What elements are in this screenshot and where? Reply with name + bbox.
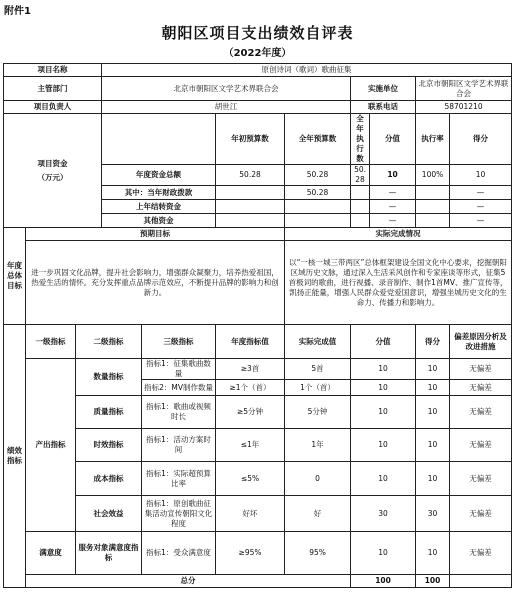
- funds-row-weight: 10: [370, 165, 416, 186]
- row-department: [4, 77, 512, 101]
- total-weight: 100: [351, 575, 416, 588]
- funds-row-executed: [351, 200, 370, 214]
- indicator-actual: 95%: [285, 532, 351, 575]
- funds-header-weight: 分值: [370, 114, 416, 165]
- indicator-row: [4, 429, 512, 462]
- page-title: 朝阳区项目支出绩效自评表: [161, 24, 354, 42]
- header-target: 年度指标值: [216, 325, 285, 359]
- indicator-deviation: 无偏差: [450, 532, 512, 575]
- project-name-value: 原创诗词（歌词）歌曲征集: [102, 64, 512, 77]
- row-funds-header: [4, 114, 512, 165]
- unit-label: 实施单位: [351, 77, 416, 101]
- indicator-level2: 质量指标: [76, 396, 142, 429]
- funds-row-initial: [216, 214, 285, 228]
- page-subtitle: （2022年度）: [223, 48, 292, 59]
- satisfaction-label: 满意度: [26, 532, 76, 575]
- leader-value: 胡世江: [102, 101, 351, 114]
- indicator-target: ≥95%: [216, 532, 285, 575]
- indicator-weight: 10: [351, 532, 416, 575]
- evaluation-table: [3, 63, 512, 588]
- unit-value: 北京市朝阳区文学艺术界联合会: [416, 77, 512, 101]
- indicator-score: 10: [416, 359, 450, 380]
- header-deviation: 偏差原因分析及改进措施: [450, 325, 512, 359]
- funds-header-score: 得分: [450, 114, 512, 165]
- funds-row-annual: [285, 214, 351, 228]
- funds-row-annual: 50.28: [285, 165, 351, 186]
- funds-row-rate: [416, 214, 450, 228]
- funds-row-score: —: [450, 186, 512, 200]
- indicator-level2: 时效指标: [76, 429, 142, 462]
- indicator-weight: 10: [351, 462, 416, 496]
- indicator-level3: 指标1：歌曲或视频时长: [142, 396, 216, 429]
- indicator-actual: 1年: [285, 429, 351, 462]
- indicator-level2: 服务对象满意度指标: [76, 532, 142, 575]
- funds-label-line2: （万元）: [37, 172, 68, 182]
- indicator-actual: 0: [285, 462, 351, 496]
- indicator-actual: 5分钟: [285, 396, 351, 429]
- indicator-row: [4, 359, 512, 380]
- indicator-score: 10: [416, 462, 450, 496]
- goals-actual-header: 实际完成情况: [285, 228, 512, 241]
- funds-row-rate: [416, 200, 450, 214]
- indicator-deviation: 无偏差: [450, 429, 512, 462]
- indicator-actual: 好: [285, 496, 351, 532]
- indicator-level3: 指标1：受众满意度: [142, 532, 216, 575]
- funds-section-label: [4, 114, 102, 228]
- indicator-deviation: 无偏差: [450, 462, 512, 496]
- indicator-level2: 社会效益: [76, 496, 142, 532]
- indicator-target: ≤5%: [216, 462, 285, 496]
- funds-label-line1: 项目资金: [37, 158, 68, 168]
- funds-row-rate: 100%: [416, 165, 450, 186]
- funds-row-executed: 50.28: [351, 165, 370, 186]
- funds-row-label: 其中：当年财政拨款: [102, 186, 216, 200]
- funds-row-weight: —: [370, 186, 416, 200]
- indicator-row: [4, 462, 512, 496]
- indicator-score: 10: [416, 380, 450, 396]
- funds-row-score: 10: [450, 165, 512, 186]
- row-goals-content: [4, 241, 512, 325]
- indicator-score: 30: [416, 496, 450, 532]
- funds-row-rate: [416, 186, 450, 200]
- indicator-actual: 5首: [285, 359, 351, 380]
- goals-section-label: 年度总体目标: [4, 228, 26, 325]
- department-value: 北京市朝阳区文学艺术界联合会: [102, 77, 351, 101]
- header-weight: 分值: [351, 325, 416, 359]
- funds-header-rate: 执行率: [416, 114, 450, 165]
- indicator-row: [4, 396, 512, 429]
- row-indicators-header: [4, 325, 512, 359]
- goals-actual-text: 以“一核一城三带两区”总体框架建设全国文化中心要求，挖掘朝阳区域历史文脉，通过深入生活采风创作和专家座谈等形式，征集5首极词的歌曲，进行视播、录音制作、制作1首MV、推广宣传等，凯扬正能量，增强人民群众爱党爱国意识，增强坐城历史文化的生命力、传播力和影响力。: [285, 241, 512, 325]
- indicator-target: ≥5分钟: [216, 396, 285, 429]
- funds-row-label: 上年结转资金: [102, 200, 216, 214]
- indicator-level3: 指标1：活动方案时间: [142, 429, 216, 462]
- indicator-target: 好坏: [216, 496, 285, 532]
- funds-row-label: 其他资金: [102, 214, 216, 228]
- attachment-label: 附件1: [4, 6, 31, 17]
- total-score: 100: [416, 575, 450, 588]
- phone-value: 58701210: [416, 101, 512, 114]
- project-name-label: 项目名称: [4, 64, 102, 77]
- header-level3: 三级指标: [142, 325, 216, 359]
- funds-row-score: —: [450, 214, 512, 228]
- indicator-weight: 10: [351, 380, 416, 396]
- row-goals-header: [4, 228, 512, 241]
- indicator-weight: 10: [351, 429, 416, 462]
- funds-row-initial: [216, 186, 285, 200]
- header-score: 得分: [416, 325, 450, 359]
- row-leader: [4, 101, 512, 114]
- department-label: 主管部门: [4, 77, 102, 101]
- row-total: [4, 575, 512, 588]
- indicator-deviation: 无偏差: [450, 380, 512, 396]
- funds-row-score: —: [450, 200, 512, 214]
- indicator-actual: 1个（首）: [285, 380, 351, 396]
- funds-row-executed: [351, 186, 370, 200]
- indicator-row: [4, 496, 512, 532]
- funds-row-annual: [285, 200, 351, 214]
- funds-row-annual: 50.28: [285, 186, 351, 200]
- indicator-level3: 指标2：MV制作数量: [142, 380, 216, 396]
- goals-expected-header: 预期目标: [26, 228, 285, 241]
- header-level2: 二级指标: [76, 325, 142, 359]
- indicator-deviation: 无偏差: [450, 396, 512, 429]
- indicator-row: [4, 532, 512, 575]
- indicator-level2: 成本指标: [76, 462, 142, 496]
- funds-row-initial: 50.28: [216, 165, 285, 186]
- indicator-score: 10: [416, 429, 450, 462]
- indicators-section-label: 绩效指标: [4, 325, 26, 588]
- indicator-weight: 10: [351, 396, 416, 429]
- phone-label: 联系电话: [351, 101, 416, 114]
- indicator-level2: 数量指标: [76, 359, 142, 396]
- funds-row-executed: [351, 214, 370, 228]
- funds-row-label: 年度资金总额: [102, 165, 216, 186]
- indicator-target: ≥1个（首）: [216, 380, 285, 396]
- leader-label: 项目负责人: [4, 101, 102, 114]
- indicator-deviation: 无偏差: [450, 359, 512, 380]
- total-label: 总分: [26, 575, 351, 588]
- header-level1: 一级指标: [26, 325, 76, 359]
- indicator-score: 10: [416, 396, 450, 429]
- indicator-level3: 指标1：实际超预算比率: [142, 462, 216, 496]
- funds-header-initial: 年初预算数: [216, 114, 285, 165]
- indicator-level3: 指标1：原创歌曲征集活动宣传朝阳文化程度: [142, 496, 216, 532]
- indicator-deviation: 无偏差: [450, 496, 512, 532]
- header-actual: 实际完成值: [285, 325, 351, 359]
- indicator-weight: 10: [351, 359, 416, 380]
- funds-row-initial: [216, 200, 285, 214]
- funds-header-executed: 全年执行数: [351, 114, 370, 165]
- row-project-name: [4, 64, 512, 77]
- indicator-weight: 30: [351, 496, 416, 532]
- goals-expected-text: 进一步巩固文化品牌，提升社会影响力，增强群众凝聚力，培养热爱祖国，热爱生活的情怀。充分发挥重点品牌示范效应，不断提升品牌的影响力和创新力。: [26, 241, 285, 325]
- funds-row-weight: —: [370, 200, 416, 214]
- indicator-score: 10: [416, 532, 450, 575]
- output-indicators-label: 产出指标: [26, 359, 76, 532]
- indicator-target: ≤1年: [216, 429, 285, 462]
- funds-row-weight: —: [370, 214, 416, 228]
- indicator-level3: 指标1：征集歌曲数量: [142, 359, 216, 380]
- funds-header-annual: 全年预算数: [285, 114, 351, 165]
- indicator-target: ≥3首: [216, 359, 285, 380]
